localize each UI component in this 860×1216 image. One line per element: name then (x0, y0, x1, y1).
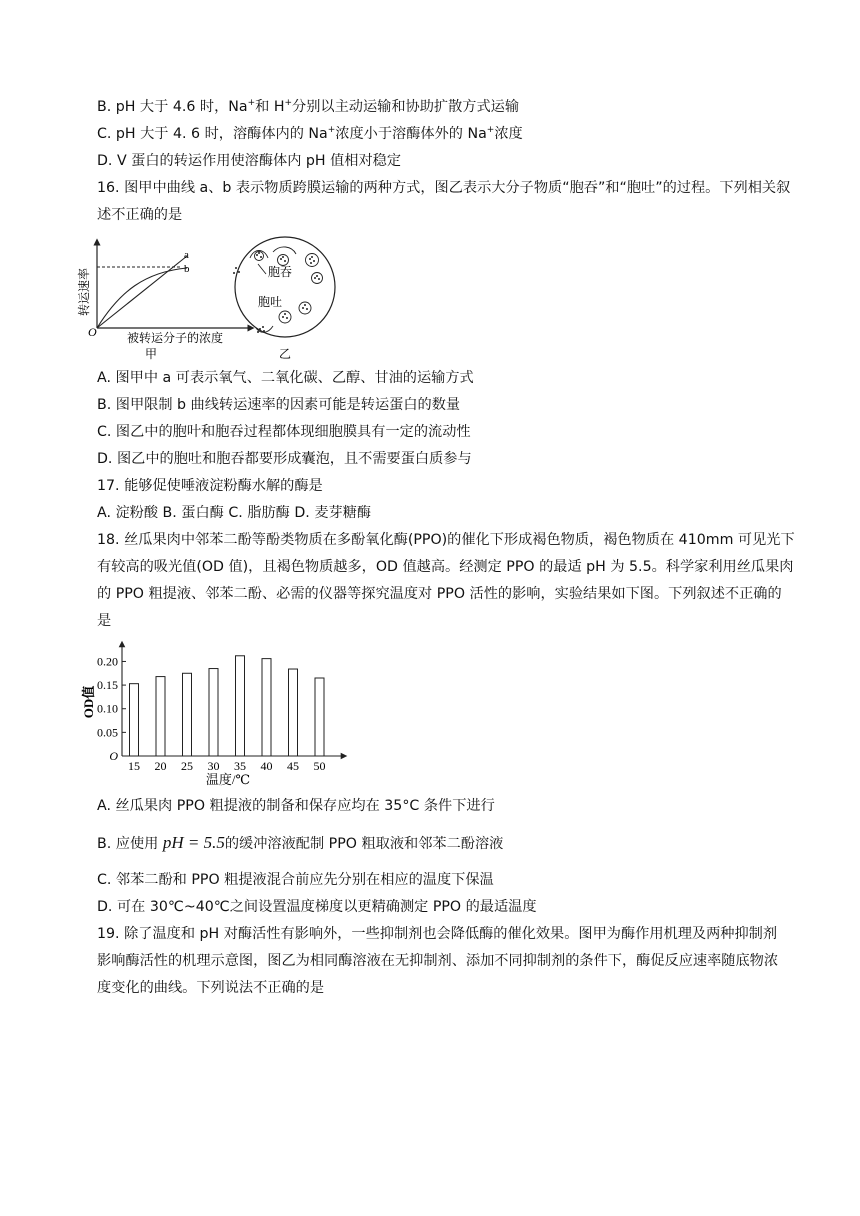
y-tick-label: O (109, 749, 118, 763)
x-tick-label: 35 (234, 759, 246, 773)
fig-yi-vesicle (279, 311, 291, 323)
x-tick-label: 15 (128, 759, 140, 773)
fig-jia-origin: O (88, 325, 97, 339)
q18-option-b: B. 应使用 pH = 5.5的缓冲溶液配制 PPO 粗取液和邻苯二酚溶液 (97, 833, 504, 852)
q16-figure-yi (228, 234, 340, 362)
q18-od-bar-chart (78, 640, 348, 788)
x-tick-label: 20 (154, 759, 167, 773)
chart-xlabel: 温度/℃ (205, 772, 251, 787)
q17-options: A. 淀粉酸 B. 蛋白酶 C. 脂肪酶 D. 麦芽糖酶 (97, 505, 372, 521)
q19-stem-line1: 19. 除了温度和 pH 对酶活性有影响外，一些抑制剂也会降低酶的催化效果。图甲为酶作用机理及两种抑制剂 (97, 926, 778, 942)
fig-jia-ylabel: 转运速率 (77, 267, 91, 317)
q18-option-c: C. 邻苯二酚和 PPO 粗提液混合前应先分别在相应的温度下保温 (97, 872, 494, 888)
q19-stem-line2: 影响酶活性的机理示意图，图乙为相同酶溶液在无抑制剂、添加不同抑制剂的条件下，酶促反应速率随底物浓 (97, 953, 779, 969)
fig-yi-vesicle (306, 254, 319, 267)
q18-stem-line3: 的 PPO 粗提液、邻苯二酚、必需的仪器等探究温度对 PPO 活性的影响，实验结果如下图。下列叙述不正确的 (97, 586, 782, 602)
x-tick-label: 40 (260, 759, 273, 773)
q15-option-c: C. pH 大于 4. 6 时，溶酶体内的 Na+浓度小于溶酶体外的 Na+浓度 (97, 125, 523, 142)
bar-35 (236, 656, 245, 756)
q15-option-b: B. pH 大于 4.6 时，Na+和 H+分别以主动运输和协助扩散方式运输 (97, 98, 520, 115)
fig-yi-label-endocytosis: 胞吞 (268, 265, 293, 279)
q16-option-c: C. 图乙中的胞叶和胞吞过程都体现细胞膜具有一定的流动性 (97, 424, 471, 440)
fig-jia-label-a: a (184, 249, 189, 261)
fig-yi-caption: 乙 (278, 347, 292, 361)
y-tick-label: 0.05 (97, 725, 118, 740)
fig-yi-label-exocytosis: 胞吐 (258, 295, 283, 309)
fig-yi-cell-membrane (235, 237, 335, 337)
x-tick-label: 25 (181, 759, 193, 773)
q16-option-a: A. 图甲中 a 可表示氧气、二氧化碳、乙醇、甘油的运输方式 (97, 370, 474, 386)
x-tick-label: 50 (313, 759, 326, 773)
y-tick-label: 0.20 (97, 654, 118, 669)
fig-jia-label-b: b (184, 263, 190, 275)
q16-stem-line1: 16. 图甲中曲线 a、b 表示物质跨膜运输的两种方式，图乙表示大分子物质“胞吞”和“胞吐”的过程。下列相关叙 (97, 180, 791, 196)
q16-stem-line2: 述不正确的是 (97, 207, 183, 223)
bar-50 (315, 678, 324, 756)
bar-30 (209, 669, 218, 756)
x-tick-label: 45 (287, 759, 299, 773)
bar-45 (289, 669, 298, 756)
fig-jia-xlabel: 被转运分子的浓度 (126, 331, 224, 345)
ph-formula: pH = 5.5 (162, 833, 225, 852)
fig-jia-curve-b (97, 268, 187, 328)
bar-25 (183, 673, 192, 756)
q16-option-d: D. 图乙中的胞吐和胞吞都要形成囊泡，且不需要蛋白质参与 (97, 451, 472, 467)
fig-yi-vesicle (299, 302, 311, 314)
bar-40 (262, 659, 271, 756)
y-tick-label: 0.10 (97, 701, 118, 716)
q18-option-a: A. 丝瓜果肉 PPO 粗提液的制备和保存应均在 35°C 条件下进行 (97, 798, 495, 814)
bar-15 (130, 684, 139, 756)
q19-stem-line3: 度变化的曲线。下列说法不正确的是 (97, 980, 325, 996)
q18-stem-line2: 有较高的吸光值(OD 值)，且褐色物质越多，OD 值越高。经测定 PPO 的最适 pH 为 5.5。科学家利用丝瓜果肉 (97, 559, 794, 575)
q18-stem-line4: 是 (97, 613, 112, 629)
fig-yi-arrow (258, 264, 266, 274)
q18-option-d: D. 可在 30℃~40℃之间设置温度梯度以更精确测定 PPO 的最适温度 (97, 899, 537, 915)
fig-yi-vesicle (312, 273, 323, 284)
bar-20 (156, 677, 165, 756)
x-tick-label: 30 (207, 759, 220, 773)
fig-jia-caption: 甲 (144, 347, 158, 361)
y-tick-label: 0.15 (97, 678, 118, 693)
fig-yi-arrow (273, 247, 296, 254)
chart-ylabel: OD值 (81, 685, 96, 719)
q16-option-b: B. 图甲限制 b 曲线转运速率的因素可能是转运蛋白的数量 (97, 397, 461, 413)
q17-stem: 17. 能够促使唾液淀粉酶水解的酶是 (97, 478, 323, 494)
q15-option-d: D. V 蛋白的转运作用使溶酶体内 pH 值相对稳定 (97, 153, 402, 169)
q18-stem-line1: 18. 丝瓜果肉中邻苯二酚等酚类物质在多酚氧化酶(PPO)的催化下形成褐色物质，褐色物质在 410mm 可见光下 (97, 532, 795, 548)
